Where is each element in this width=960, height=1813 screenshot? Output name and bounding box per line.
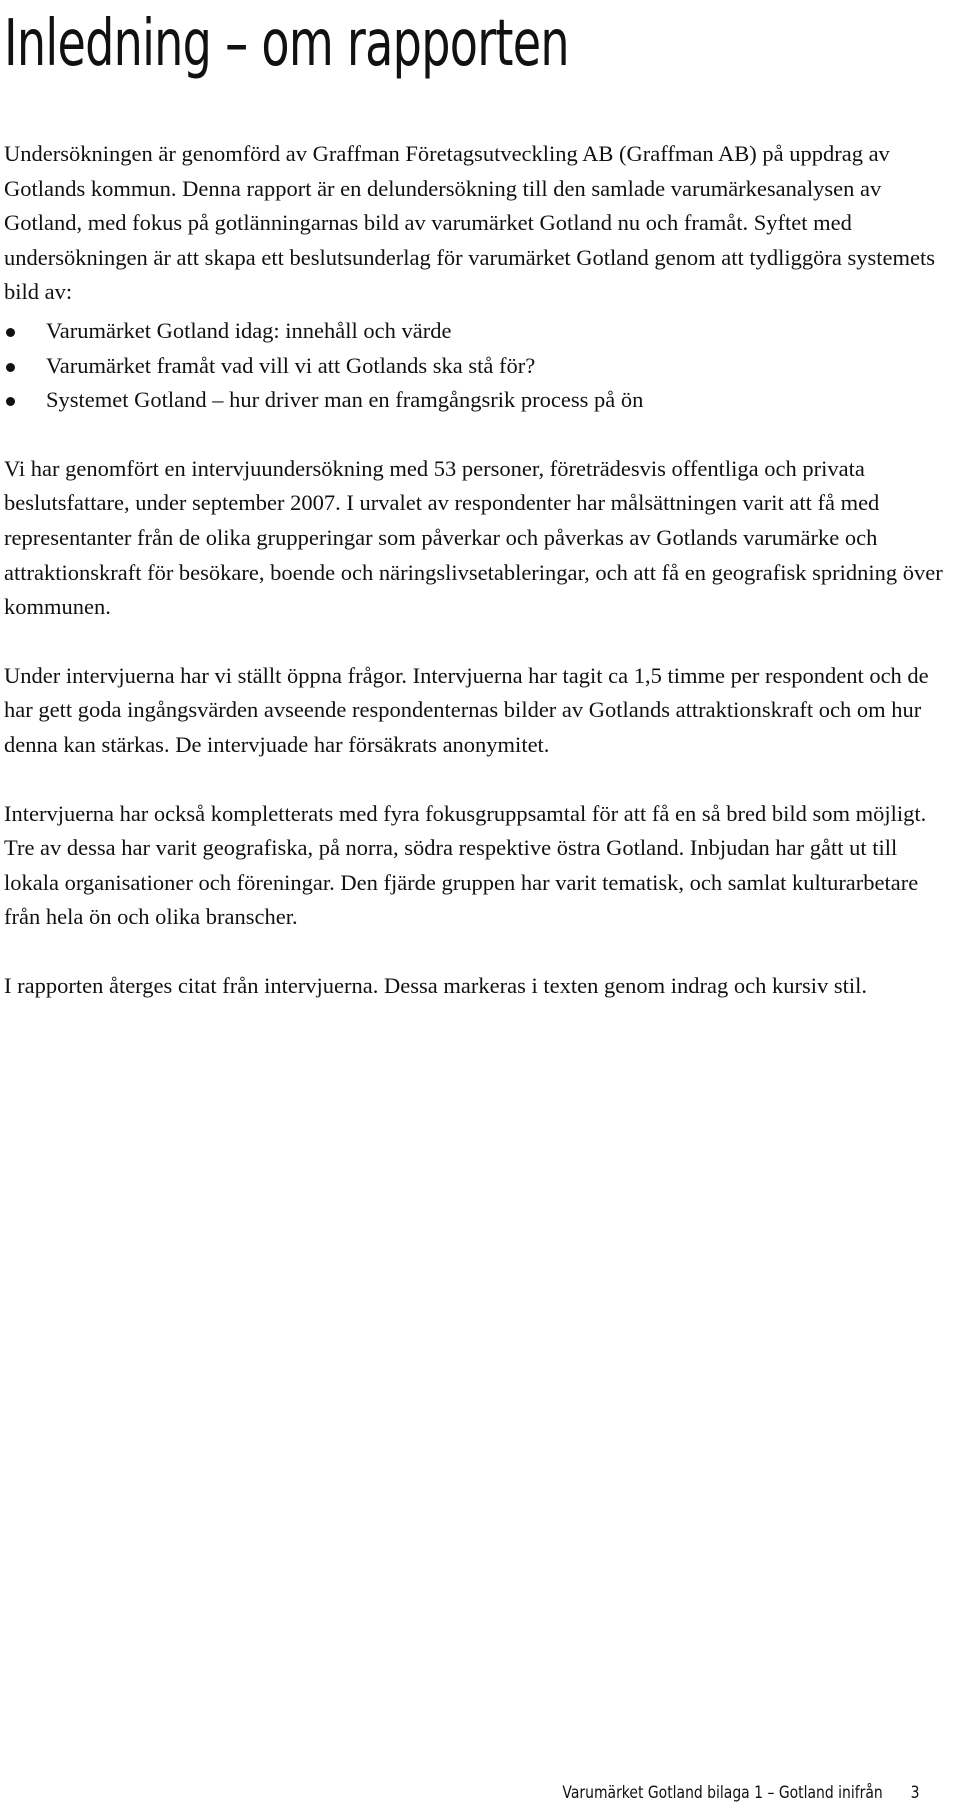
focus-group-paragraph: Intervjuerna har också kompletterats med fyra fokusgruppsamtal för att få en så bred bild som möjligt. Tre av dessa har varit geografiska, på norra, södra respektive östra Gotland. Inbjudan har gått ut till lokala organisationer och föreningar. Den fjärde gruppen har varit tematisk, och samlat kulturarbetare från hela ön och olika branscher.: [4, 800, 927, 930]
bullet-item: [4, 349, 952, 384]
bullet-text: Systemet Gotland – hur driver man en framgångsrik process på ön: [46, 387, 644, 413]
bullet-item: [4, 314, 952, 349]
intro-paragraph: Undersökningen är genomförd av Graffman Företagsutveckling AB (Graffman AB) på uppdrag av Gotlands kommun. Denna rapport är en delundersökning till den samlade varumärkesanalysen av Gotland, med fokus på gotlänningarnas bild av varumärket Gotland nu och framåt. Syftet med undersökningen är att skapa ett beslutsunderlag för varumärket Gotland genom att tydliggöra systemets bild av:: [4, 141, 936, 305]
bullet-icon: [6, 363, 15, 372]
bullet-text: Varumärket framåt vad vill vi att Gotlands ska stå för?: [46, 352, 536, 378]
citation-paragraph: I rapporten återges citat från intervjuerna. Dessa markeras i texten genom indrag och kursiv stil.: [4, 972, 868, 998]
bullet-list: [4, 314, 952, 418]
interview-paragraph: Under intervjuerna har vi ställt öppna frågor. Intervjuerna har tagit ca 1,5 timme per respondent och de har gett goda ingångsvärden avseende respondenternas bilder av Gotlands attraktionskraft och om hur denna kan stärkas. De intervjuade har försäkrats anonymitet.: [4, 662, 929, 757]
bullet-item: [4, 383, 952, 418]
page-number: 3: [911, 1783, 920, 1803]
document-body: [4, 137, 952, 1003]
page-footer: [563, 1782, 920, 1804]
bullet-icon: [6, 397, 15, 406]
footer-title: Varumärket Gotland bilaga 1 – Gotland inifrån: [562, 1783, 884, 1803]
page-title: Inledning – om rapporten: [4, 7, 569, 81]
bullet-text: Varumärket Gotland idag: innehåll och värde: [46, 317, 452, 343]
method-paragraph: Vi har genomfört en intervjuundersökning med 53 personer, företrädesvis offentliga och privata beslutsfattare, under september 2007. I urvalet av respondenter har målsättningen varit att få med representanter från de olika grupperingar som påverkar och påverkas av Gotlands varumärke och attraktionskraft för besökare, boende och näringslivsetableringar, och att få en geografisk spridning över kommunen.: [4, 455, 943, 620]
bullet-icon: [6, 328, 15, 337]
